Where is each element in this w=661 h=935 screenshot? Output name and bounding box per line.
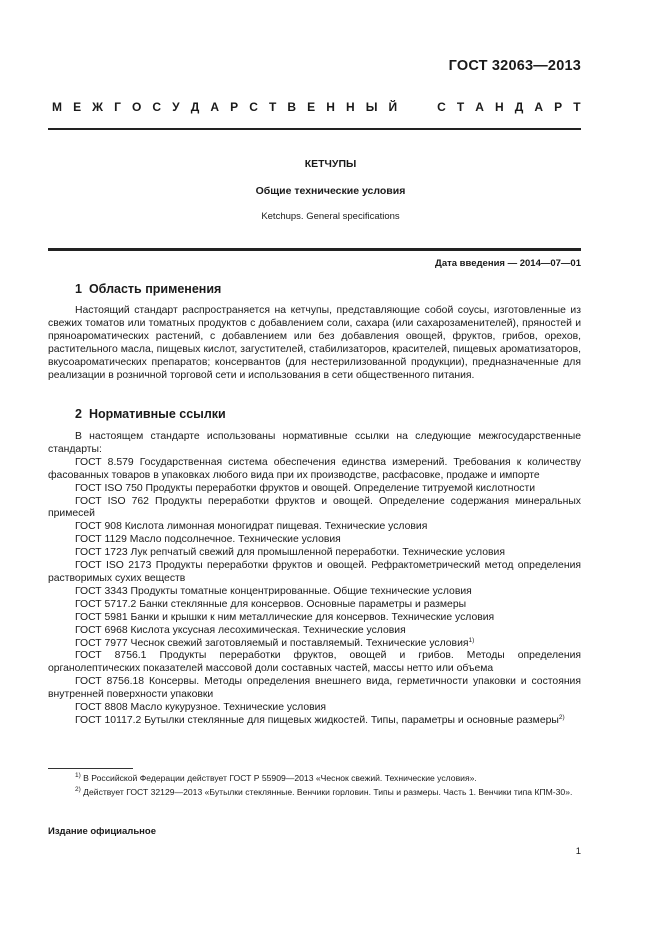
reference-item <box>48 547 581 560</box>
reference-item <box>48 586 581 599</box>
interstate-letter: О <box>132 100 142 114</box>
interstate-letter: Н <box>326 100 335 114</box>
official-edition-label: Издание официальное <box>48 826 156 837</box>
reference-code: ГОСТ ISO 2173 <box>75 560 152 572</box>
section-1-number: 1 <box>75 282 82 296</box>
reference-title: Кислота лимонная моногидрат пищевая. Технические условия <box>121 521 428 533</box>
reference-title: Продукты томатные концентрированные. Общие технические условия <box>127 585 472 597</box>
reference-code: ГОСТ 908 <box>75 521 122 533</box>
interstate-letter <box>423 100 426 114</box>
reference-item <box>48 676 581 702</box>
reference-code: ГОСТ 10117.2 <box>75 714 142 726</box>
interstate-letter: Т <box>268 100 277 114</box>
interstate-letter: С <box>249 100 258 114</box>
reference-title: Масло подсолнечное. Технические условия <box>126 534 341 546</box>
footnote-divider <box>48 768 133 769</box>
section-1-heading <box>75 282 221 296</box>
footnote-item <box>48 773 581 785</box>
gost-number: ГОСТ 32063—2013 <box>448 58 581 74</box>
page-number: 1 <box>575 846 581 857</box>
reference-title: Продукты переработки фруктов и овощей. Рефрактометрический метод определения растворимых сухих веществ <box>48 560 581 584</box>
reference-item <box>48 715 581 728</box>
reference-item <box>48 483 581 496</box>
interstate-letter: Т <box>573 100 581 114</box>
reference-title: Продукты переработки фруктов и овощей. Определение содержания минеральных примесей <box>48 495 582 520</box>
interstate-letter: А <box>210 100 220 114</box>
footnote-text: Действует ГОСТ 32129—2013 «Бутылки стеклянные. Венчики горловин. Типы и размеры. Часть 1. Венчики типа КПМ-30». <box>80 786 573 797</box>
scope-paragraph: Настоящий стандарт распространяется на кетчупы, представляющие собой соусы, изготовленные из свежих томатов или томатных продуктов с добавлением соли, сахара (или сахарозаменителей), пряностей и пряноароматических растений, с добавлением или без добавления овощей, фруктов, грибов, орехов, растительного масла, пищевых кислот, загустителей, стабилизаторов, красителей, пищевых ароматизаторов, вкусоароматических препаратов; консервантов (для нестерилизованной продукции), предназначенные для реализации в розничной торговой сети и использования в сети общественного питания. <box>48 305 581 381</box>
title-divider <box>48 248 581 251</box>
reference-code: ГОСТ 8808 <box>75 702 128 714</box>
reference-code: ГОСТ ISO 762 <box>75 495 149 507</box>
interstate-letter: Н <box>495 100 504 114</box>
footnote-mark: 2) <box>75 785 81 793</box>
references-list <box>48 457 581 728</box>
reference-item <box>48 650 581 676</box>
reference-code: ГОСТ ISO 750 <box>75 482 143 494</box>
interstate-letter: В <box>287 100 297 114</box>
reference-code: ГОСТ 3343 <box>75 585 128 597</box>
reference-title: Продукты переработки фруктов, овощей и грибов. Методы определения органолептических показателей массовой доли составных частей, массы нетто или объема <box>48 650 581 675</box>
reference-item <box>48 521 581 534</box>
interstate-letter: М <box>52 100 62 114</box>
interstate-letter: Е <box>307 100 316 114</box>
reference-title: Банки и крышки к ним металлические для консервов. Технические условия <box>127 611 495 623</box>
header-divider <box>48 128 581 130</box>
interstate-letter: С <box>152 100 162 114</box>
document-subtitle: Общие технические условия <box>255 185 406 197</box>
reference-code: ГОСТ 1129 <box>75 534 127 546</box>
reference-item <box>48 599 581 612</box>
interstate-standard-label <box>52 100 581 114</box>
reference-code: ГОСТ 5717.2 <box>75 598 137 610</box>
reference-item <box>48 638 581 651</box>
interstate-letter: Н <box>345 100 355 114</box>
reference-item <box>48 457 581 483</box>
reference-item <box>48 612 581 625</box>
interstate-letter: Т <box>456 100 465 114</box>
interstate-letter: А <box>475 100 484 114</box>
interstate-letter: Ы <box>365 100 378 114</box>
reference-title: Масло кукурузное. Технические условия <box>127 702 327 714</box>
footnote-mark: 1) <box>75 772 81 779</box>
reference-item <box>48 534 581 547</box>
english-title: Ketchups. General specifications <box>261 211 400 222</box>
interstate-letter: Й <box>388 100 398 114</box>
reference-title: Консервы. Методы определения внешнего вида, герметичности упаковки и состояния внутренней поверхности упаковки <box>48 676 581 701</box>
reference-item <box>48 560 581 586</box>
reference-title: Кислота уксусная лесохимическая. Технические условия <box>127 624 406 636</box>
references-intro: В настоящем стандарте использованы нормативные ссылки на следующие межгосударственные стандарты: <box>48 431 581 455</box>
reference-code: ГОСТ 5981 <box>75 611 128 623</box>
interstate-letter: Д <box>190 100 200 114</box>
interstate-letter: А <box>534 100 544 114</box>
footnote-text: В Российской Федерации действует ГОСТ Р 55909—2013 «Чеснок свежий. Технические условия». <box>80 773 477 783</box>
interstate-letter: У <box>172 100 180 114</box>
reference-item <box>48 702 581 715</box>
interstate-letter: Ж <box>92 100 104 114</box>
section-2-number: 2 <box>75 407 82 421</box>
interstate-letter: Г <box>114 100 121 114</box>
reference-title: Лук репчатый свежий для промышленной переработки. Технические условия <box>127 547 505 559</box>
interstate-letter: Е <box>73 100 82 114</box>
footnotes <box>48 773 581 800</box>
reference-code: ГОСТ 8.579 <box>75 456 134 468</box>
interstate-letter <box>408 100 411 114</box>
interstate-letter: Р <box>230 100 239 114</box>
footnote-marker: 2) <box>558 713 565 721</box>
reference-code: ГОСТ 1723 <box>75 547 128 559</box>
interstate-letter: Д <box>514 100 524 114</box>
reference-title: Банки стеклянные для консервов. Основные параметры и размеры <box>136 598 467 610</box>
reference-code: ГОСТ 8756.1 <box>75 650 147 662</box>
interstate-letter: Р <box>554 100 563 114</box>
reference-code: ГОСТ 7977 <box>75 637 128 649</box>
section-2-body <box>48 431 581 728</box>
footnote-marker: 1) <box>468 636 475 644</box>
section-1-title: Область применения <box>88 282 222 296</box>
reference-title: Чеснок свежий заготовляемый и поставляемый. Технические условия <box>127 637 469 649</box>
reference-title: Государственная система обеспечения единства измерений. Требования к количеству фасованных товаров в упаковках любого вида при их производстве, расфасовке, продаже и импорте <box>48 456 581 481</box>
reference-code: ГОСТ 8756.18 <box>75 676 145 688</box>
section-2-title: Нормативные ссылки <box>88 407 226 421</box>
reference-title: Бутылки стеклянные для пищевых жидкостей. Типы, параметры и основные размеры <box>141 714 559 726</box>
reference-title: Продукты переработки фруктов и овощей. Определение титруемой кислотности <box>142 482 536 494</box>
footnote-item <box>48 787 581 799</box>
section-2-heading <box>75 407 226 421</box>
introduction-date: Дата введения — 2014—07—01 <box>435 258 581 269</box>
reference-item <box>48 625 581 638</box>
reference-code: ГОСТ 6968 <box>75 624 128 636</box>
interstate-letter: С <box>437 100 446 114</box>
section-1-body <box>48 305 581 382</box>
document-title: КЕТЧУПЫ <box>304 158 357 170</box>
reference-item <box>48 496 581 522</box>
